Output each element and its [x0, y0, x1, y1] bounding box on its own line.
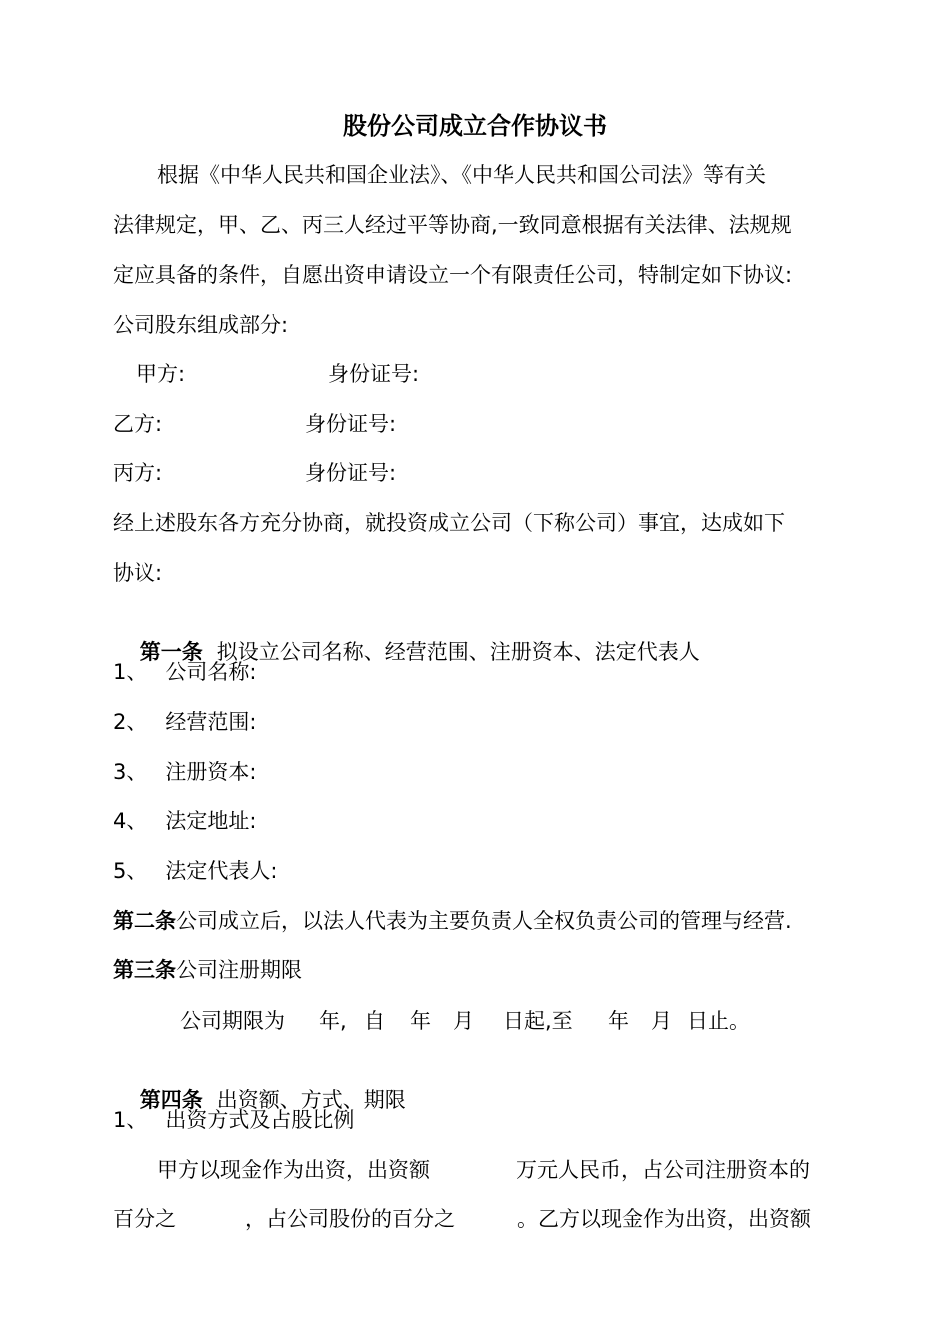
item-text: 注册资本:: [165, 760, 257, 784]
article-1-item-4: [113, 806, 256, 836]
item-number: 1、: [113, 660, 148, 684]
article-3: [113, 955, 302, 985]
party-a-id-label: 身份证号:: [328, 362, 420, 386]
consult-line-2: 协议:: [113, 561, 163, 585]
article-2-label: 第二条: [113, 909, 176, 933]
term-part-8: 月: [651, 1009, 672, 1033]
article-1-item-3: [113, 757, 256, 787]
shareholders-heading: 公司股东组成部分:: [113, 313, 289, 337]
term-part-5: 月: [453, 1009, 474, 1033]
term-part-4: 年: [410, 1009, 431, 1033]
party-b-label: 乙方:: [113, 412, 163, 436]
article-3-label: 第三条: [113, 958, 176, 982]
party-c-label: 丙方:: [113, 461, 163, 485]
article-3-text: 公司注册期限: [176, 958, 302, 982]
item-number: 2、: [113, 710, 148, 734]
term-part-2: 年,: [319, 1009, 347, 1033]
party-c-id-label: 身份证号:: [305, 461, 397, 485]
term-part-7: 年: [608, 1009, 629, 1033]
article-2: [113, 906, 792, 936]
term-part-6: 日起,至: [503, 1009, 573, 1033]
item-number: 4、: [113, 809, 148, 833]
term-part-9: 日止。: [687, 1009, 750, 1033]
article-4-item-1: [113, 1105, 354, 1135]
item-number: 1、: [113, 1108, 148, 1132]
contribution-line-2b: ，占公司股份的百分之: [245, 1207, 455, 1231]
article-4-text: 出资额、方式、期限: [216, 1088, 406, 1112]
intro-line-2: 法律规定，甲、乙、丙三人经过平等协商,一致同意根据有关法律、法规规: [113, 213, 792, 237]
article-4-label: 第四条: [139, 1088, 203, 1112]
article-1-item-2: [113, 707, 256, 737]
item-text: 法定代表人:: [165, 859, 278, 883]
contribution-line-2a: 百分之: [113, 1207, 176, 1231]
article-1-item-1: [113, 657, 256, 687]
item-number: 5、: [113, 859, 148, 883]
intro-line-1: 根据《中华人民共和国企业法》、《中华人民共和国公司法》等有关: [157, 163, 766, 187]
document-title: 股份公司成立合作协议书: [343, 112, 607, 140]
contribution-line-1b: 万元人民币，占公司注册资本的: [516, 1158, 810, 1182]
item-text: 法定地址:: [165, 809, 257, 833]
item-text: 出资方式及占股比例: [165, 1108, 355, 1132]
party-a-label: 甲方:: [136, 362, 186, 386]
article-1-label: 第一条: [139, 640, 203, 664]
contribution-line-2c: 。乙方以现金作为出资，出资额: [517, 1207, 811, 1231]
intro-line-3: 定应具备的条件，自愿出资申请设立一个有限责任公司，特制定如下协议:: [113, 263, 793, 287]
consult-line-1: 经上述股东各方充分协商，就投资成立公司（下称公司）事宜，达成如下: [113, 511, 785, 535]
item-text: 经营范围:: [165, 710, 257, 734]
contribution-line-1a: 甲方以现金作为出资，出资额: [157, 1158, 430, 1182]
item-number: 3、: [113, 760, 148, 784]
term-part-1: 公司期限为: [180, 1009, 285, 1033]
item-text: 公司名称:: [165, 660, 257, 684]
party-b-id-label: 身份证号:: [305, 412, 397, 436]
term-part-3: 自: [364, 1009, 385, 1033]
article-1-text: 拟设立公司名称、经营范围、注册资本、法定代表人: [216, 640, 700, 664]
article-1-item-5: [113, 856, 277, 886]
article-2-text: 公司成立后，以法人代表为主要负责人全权负责公司的管理与经营.: [176, 909, 792, 933]
